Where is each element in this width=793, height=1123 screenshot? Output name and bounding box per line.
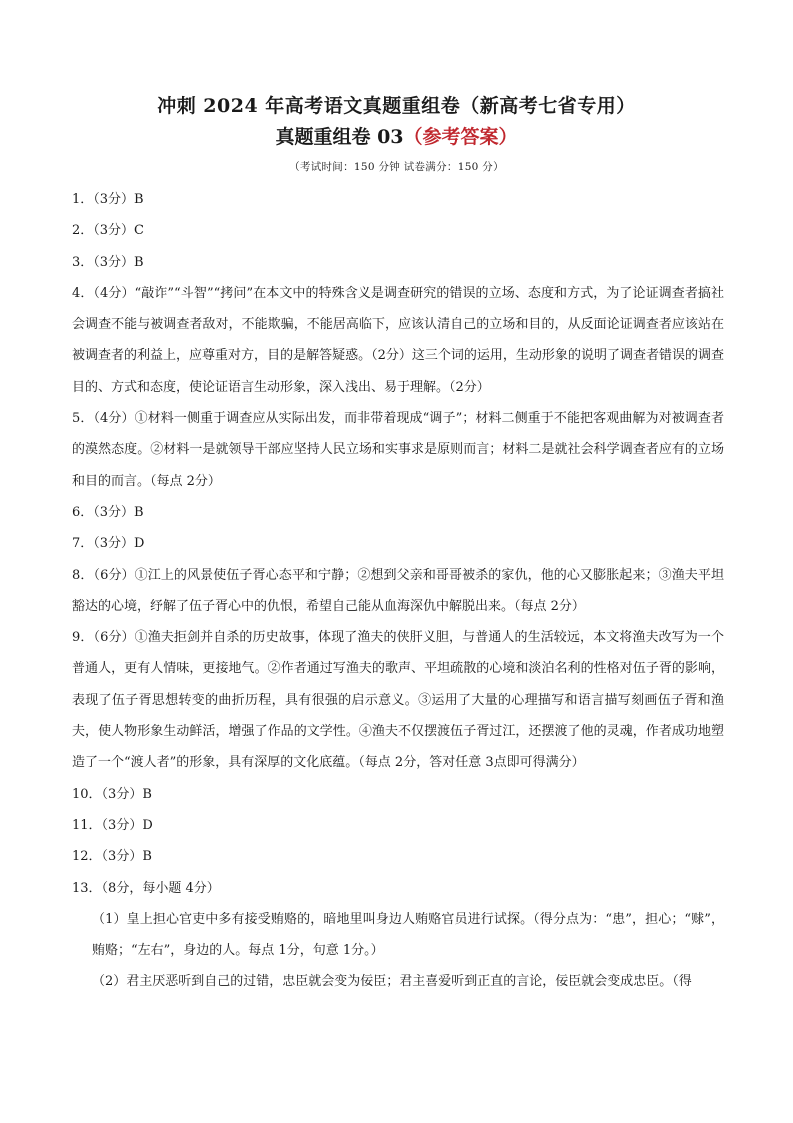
sub-answer-item: （2）君主厌恶听到自己的过错，忠臣就会变为佞臣；君主喜爱听到正直的言论，佞臣就会变成忠臣。（得 <box>92 974 692 990</box>
answer-item: 4．（4分）“敲诈”“斗智”“拷问”在本文中的特殊含义是调查研究的错误的立场、态度和方式，为了论证调查者搞社会调查不能与被调查者敌对，不能欺骗，不能居高临下，应该认清自己的立场和目的，从反面论证调查者应该站在被调查者的利益上，应尊重对方，目的是解答疑惑。（2分）这三个词的运用，生动形象的说明了调查者错误的调查目的、方式和态度，使论证语言生动形象，深入浅出、易于理解。（2分） <box>72 285 724 395</box>
answer-item: 5．（4分）①材料一侧重于调查应从实际出发，而非带着现成“调子”；材料二侧重于不能把客观曲解为对被调查者的漠然态度。②材料一是就领导干部应坚持人民立场和实事求是原则而言；材料二是就社会科学调查者应有的立场和目的而言。（每点 2分） <box>72 411 724 489</box>
answer-item: 2．（3分）C <box>72 223 144 239</box>
answer-item: 11．（3分）D <box>72 817 153 833</box>
answer-item: 1．（3分）B <box>72 192 144 207</box>
answer-item: 12．（3分）B <box>72 849 152 865</box>
answer-item: 13．（8分，每小题 4分） <box>72 880 220 896</box>
answer-item: 6．（3分）B <box>72 504 144 520</box>
sub-answer-item: （1）皇上担心官吏中多有接受贿赂的，暗地里叫身边人贿赂官员进行试探。（得分点为：“患”，担心；“赇”，贿赂；“左右”，身边的人。每点 1分，句意 1分。） <box>92 911 724 959</box>
document-subtitle <box>0 124 793 150</box>
answer-item: 3．（3分）B <box>72 254 144 270</box>
answer-item: 8．（6分）①江上的风景使伍子胥心态平和宁静；②想到父亲和哥哥被杀的家仇，他的心又膨胀起来；③渔夫平坦豁达的心境，纾解了伍子胥心中的仇恨，希望自己能从血海深仇中解脱出来。（每点 2分） <box>72 567 724 614</box>
subtitle-main: 真题重组卷 03 <box>275 126 404 148</box>
document-title: 冲刺 2024 年高考语文真题重组卷（新高考七省专用） <box>157 95 636 117</box>
answer-item: 7．（3分）D <box>72 536 145 552</box>
answer-item: 9．（6分）①渔夫拒剑并自杀的历史故事，体现了渔夫的侠肝义胆，与普通人的生活较远，本文将渔夫改写为一个普通人，更有人情味，更接地气。②作者通过写渔夫的歌声、平坦疏散的心境和淡泊名利的性格对伍子胥的影响，表现了伍子胥思想转变的曲折历程，具有很强的启示意义。③运用了大量的心理描写和语言描写刻画伍子胥和渔夫，使人物形象生动鲜活，增强了作品的文学性。④渔夫不仅摆渡伍子胥过江，还摆渡了他的灵魂，作者成功地塑造了一个“渡人者”的形象，具有深厚的文化底蕴。（每点 2分，答对任意 3点即可得满分） <box>72 630 724 771</box>
answer-list <box>72 184 724 998</box>
answer-item: 10．（3分）B <box>72 786 152 802</box>
subtitle-answer-key: （参考答案） <box>403 126 518 148</box>
exam-info: （考试时间：150 分钟 试卷满分：150 分） <box>289 161 504 173</box>
